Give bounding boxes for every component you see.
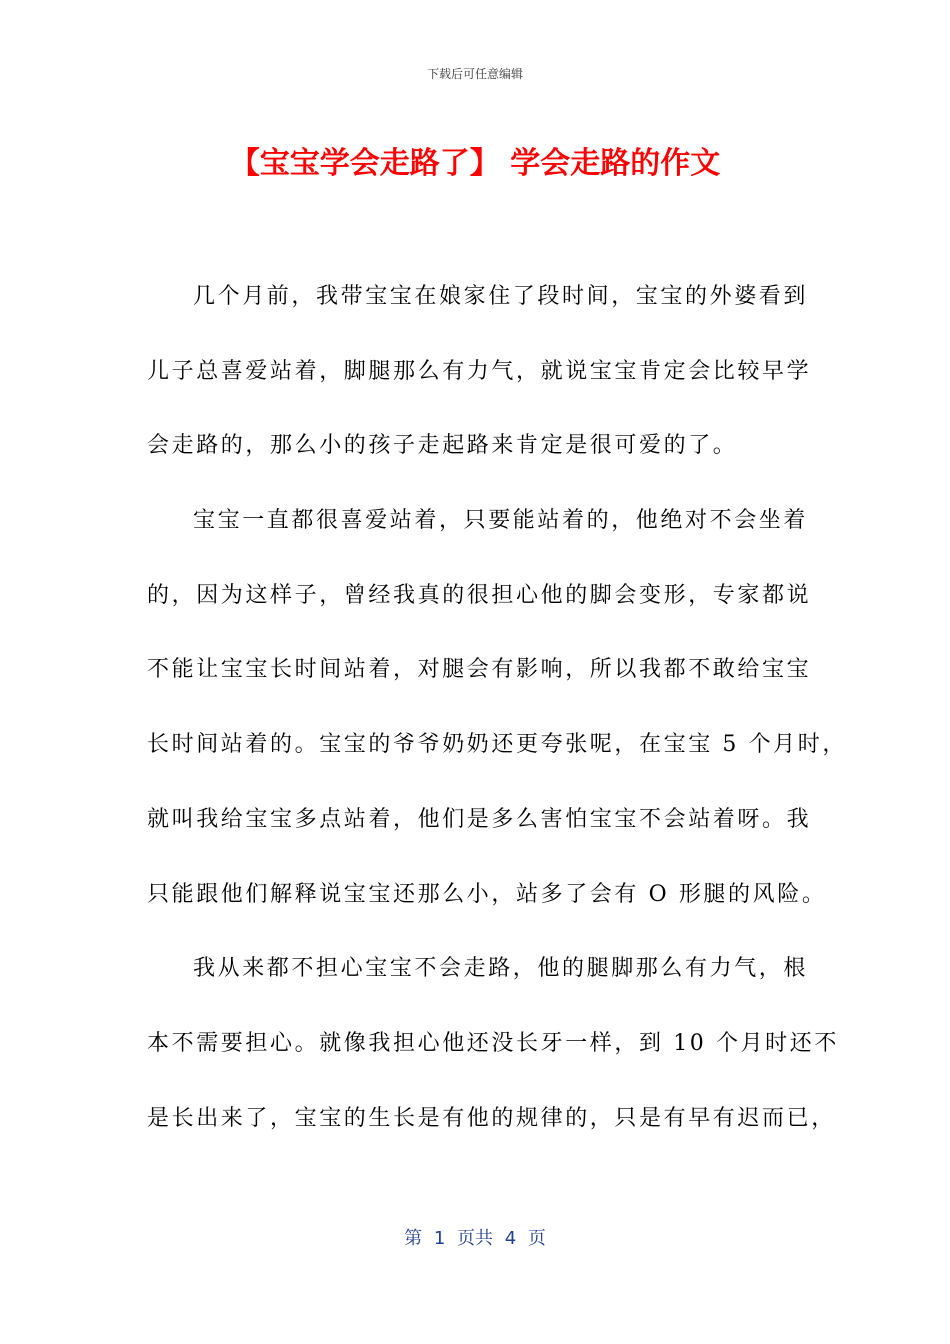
text-line: 不能让宝宝长时间站着，对腿会有影响，所以我都不敢给宝宝 (147, 657, 812, 683)
text-line: 宝宝一直都很喜爱站着，只要能站着的，他绝对不会坐着 (193, 508, 809, 534)
header-note: 下载后可任意编辑 (426, 67, 523, 81)
text-line: 我从来都不担心宝宝不会走路，他的腿脚那么有力气，根 (193, 956, 809, 982)
text-line: 就叫我给宝宝多点站着，他们是多么害怕宝宝不会站着呀。我 (147, 806, 812, 832)
text-line: 长时间站着的。宝宝的爷爷奶奶还更夸张呢，在宝宝 5 个月时， (147, 732, 847, 758)
document-body (147, 260, 847, 1156)
paragraph-2 (147, 484, 847, 932)
text-line: 儿子总喜爱站着，脚腿那么有力气，就说宝宝肯定会比较早学 (147, 358, 812, 384)
text-line: 会走路的，那么小的孩子走起路来肯定是很可爱的了。 (147, 433, 738, 459)
text-line: 几个月前，我带宝宝在娘家住了段时间，宝宝的外婆看到 (193, 284, 809, 309)
page-footer (0, 1225, 950, 1253)
page-number-text: 第 1 页共 4 页 (404, 1228, 546, 1249)
document-title: 【宝宝学会走路了】 学会走路的作文 (229, 146, 721, 181)
paragraph-1 (147, 260, 812, 484)
paragraph-3 (147, 932, 839, 1156)
text-line: 只能跟他们解释说宝宝还那么小，站多了会有 O 形腿的风险。 (147, 881, 827, 907)
text-line: 本不需要担心。就像我担心他还没长牙一样，到 10 个月时还不 (147, 1030, 839, 1056)
text-line: 的，因为这样子，曾经我真的很担心他的脚会变形，专家都说 (147, 582, 812, 608)
text-line: 是长出来了，宝宝的生长是有他的规律的，只是有早有迟而已， (147, 1105, 836, 1131)
